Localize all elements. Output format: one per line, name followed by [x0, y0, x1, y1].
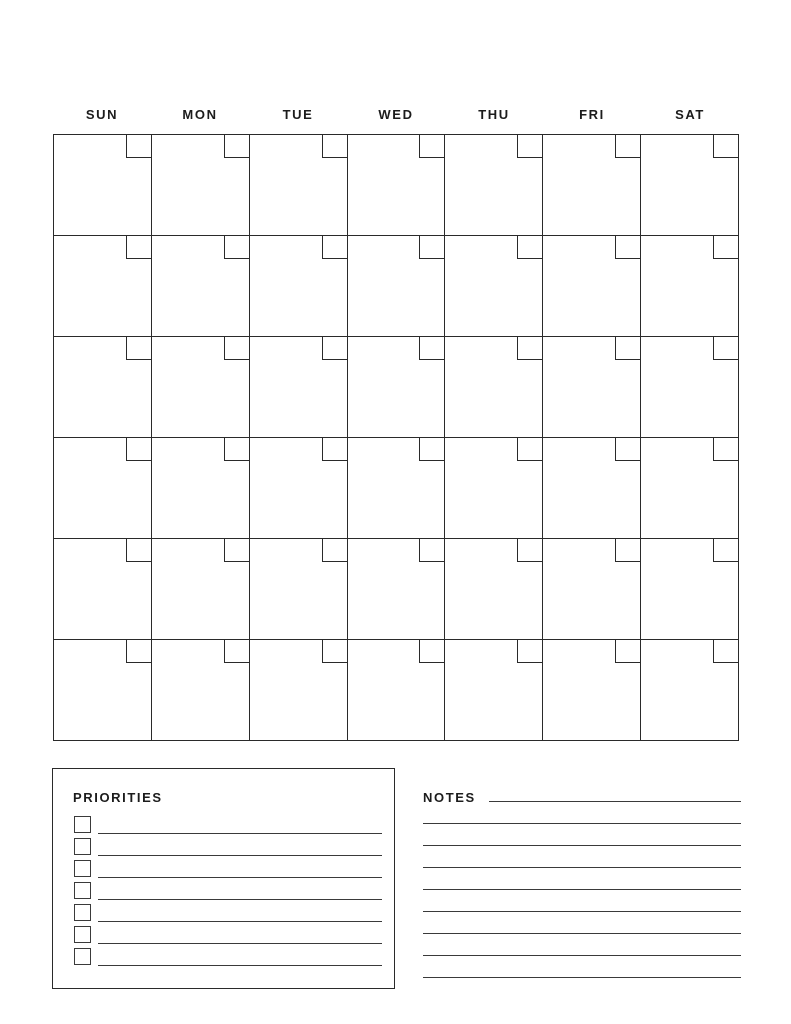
day-cell[interactable]	[641, 438, 739, 539]
day-cell[interactable]	[641, 135, 739, 236]
date-number-box[interactable]	[224, 640, 249, 663]
day-cell[interactable]	[54, 438, 152, 539]
day-cell[interactable]	[54, 236, 152, 337]
notes-write-line[interactable]	[423, 955, 741, 956]
date-number-box[interactable]	[517, 135, 542, 158]
date-number-box[interactable]	[126, 135, 151, 158]
day-cell[interactable]	[250, 135, 348, 236]
priority-write-line[interactable]	[98, 877, 382, 878]
date-number-box[interactable]	[615, 135, 640, 158]
priority-checkbox[interactable]	[74, 838, 91, 855]
date-number-box[interactable]	[419, 640, 444, 663]
date-number-box[interactable]	[517, 539, 542, 562]
weekday-label-tue: TUE	[282, 107, 314, 122]
notes-write-line[interactable]	[423, 911, 741, 912]
priority-item	[74, 882, 364, 900]
date-number-box[interactable]	[615, 337, 640, 360]
date-number-box[interactable]	[126, 236, 151, 259]
date-number-box[interactable]	[322, 640, 347, 663]
date-number-box[interactable]	[615, 640, 640, 663]
calendar-grid	[53, 134, 739, 741]
priority-checkbox[interactable]	[74, 882, 91, 899]
day-cell[interactable]	[54, 539, 152, 640]
date-number-box[interactable]	[615, 438, 640, 461]
day-cell[interactable]	[348, 438, 446, 539]
date-number-box[interactable]	[126, 539, 151, 562]
day-cell[interactable]	[250, 438, 348, 539]
day-cell[interactable]	[152, 135, 250, 236]
priority-item	[74, 948, 364, 966]
day-cell[interactable]	[543, 135, 641, 236]
date-number-box[interactable]	[615, 539, 640, 562]
date-number-box[interactable]	[517, 337, 542, 360]
day-cell[interactable]	[348, 337, 446, 438]
day-cell[interactable]	[445, 135, 543, 236]
date-number-box[interactable]	[224, 135, 249, 158]
weekday-label-fri: FRI	[579, 107, 605, 122]
date-number-box[interactable]	[224, 236, 249, 259]
date-number-box[interactable]	[713, 640, 738, 663]
notes-write-line[interactable]	[423, 867, 741, 868]
date-number-box[interactable]	[419, 337, 444, 360]
day-cell[interactable]	[543, 640, 641, 741]
notes-title-line[interactable]	[489, 801, 741, 802]
date-number-box[interactable]	[322, 337, 347, 360]
date-number-box[interactable]	[322, 236, 347, 259]
priority-item	[74, 904, 364, 922]
priorities-panel	[52, 768, 395, 989]
date-number-box[interactable]	[322, 135, 347, 158]
day-cell[interactable]	[348, 135, 446, 236]
day-cell[interactable]	[152, 438, 250, 539]
weekday-label-mon: MON	[182, 107, 218, 122]
day-cell[interactable]	[543, 438, 641, 539]
day-cell[interactable]	[54, 640, 152, 741]
day-cell[interactable]	[641, 539, 739, 640]
priority-checkbox[interactable]	[74, 948, 91, 965]
day-cell[interactable]	[152, 640, 250, 741]
day-cell[interactable]	[348, 236, 446, 337]
day-cell[interactable]	[250, 236, 348, 337]
date-number-box[interactable]	[322, 539, 347, 562]
date-number-box[interactable]	[126, 438, 151, 461]
date-number-box[interactable]	[224, 438, 249, 461]
date-number-box[interactable]	[126, 640, 151, 663]
date-number-box[interactable]	[322, 438, 347, 461]
notes-write-line[interactable]	[423, 933, 741, 934]
date-number-box[interactable]	[713, 438, 738, 461]
notes-write-line[interactable]	[423, 889, 741, 890]
day-cell[interactable]	[152, 337, 250, 438]
day-cell[interactable]	[250, 640, 348, 741]
date-number-box[interactable]	[224, 337, 249, 360]
day-cell[interactable]	[348, 640, 446, 741]
priority-write-line[interactable]	[98, 899, 382, 900]
day-cell[interactable]	[543, 337, 641, 438]
day-cell[interactable]	[348, 539, 446, 640]
day-cell[interactable]	[250, 539, 348, 640]
date-number-box[interactable]	[713, 539, 738, 562]
notes-title: NOTES	[423, 790, 476, 805]
priority-write-line[interactable]	[98, 833, 382, 834]
priority-item	[74, 860, 364, 878]
priority-write-line[interactable]	[98, 965, 382, 966]
day-cell[interactable]	[445, 640, 543, 741]
weekday-label-sat: SAT	[675, 107, 705, 122]
weekday-header	[53, 104, 739, 126]
priority-item	[74, 816, 364, 834]
date-number-box[interactable]	[419, 539, 444, 562]
date-number-box[interactable]	[126, 337, 151, 360]
date-number-box[interactable]	[517, 640, 542, 663]
date-number-box[interactable]	[713, 236, 738, 259]
date-number-box[interactable]	[517, 438, 542, 461]
date-number-box[interactable]	[224, 539, 249, 562]
day-cell[interactable]	[543, 236, 641, 337]
priority-write-line[interactable]	[98, 921, 382, 922]
day-cell[interactable]	[641, 236, 739, 337]
date-number-box[interactable]	[419, 438, 444, 461]
date-number-box[interactable]	[713, 135, 738, 158]
day-cell[interactable]	[54, 337, 152, 438]
weekday-label-sun: SUN	[85, 107, 119, 122]
day-cell[interactable]	[445, 337, 543, 438]
day-cell[interactable]	[445, 438, 543, 539]
day-cell[interactable]	[641, 640, 739, 741]
priority-item	[74, 838, 364, 856]
weekday-label-wed: WED	[378, 107, 414, 122]
weekday-label-thu: THU	[478, 107, 510, 122]
day-cell[interactable]	[445, 539, 543, 640]
priority-write-line[interactable]	[98, 855, 382, 856]
date-number-box[interactable]	[713, 337, 738, 360]
date-number-box[interactable]	[615, 236, 640, 259]
notes-write-line[interactable]	[423, 823, 741, 824]
day-cell[interactable]	[445, 236, 543, 337]
notes-write-line[interactable]	[423, 845, 741, 846]
day-cell[interactable]	[152, 236, 250, 337]
priority-checkbox[interactable]	[74, 904, 91, 921]
priorities-title: PRIORITIES	[73, 790, 163, 805]
date-number-box[interactable]	[419, 236, 444, 259]
day-cell[interactable]	[641, 337, 739, 438]
priority-write-line[interactable]	[98, 943, 382, 944]
priority-checkbox[interactable]	[74, 860, 91, 877]
notes-write-line[interactable]	[423, 977, 741, 978]
day-cell[interactable]	[543, 539, 641, 640]
day-cell[interactable]	[250, 337, 348, 438]
date-number-box[interactable]	[419, 135, 444, 158]
priority-item	[74, 926, 364, 944]
priority-checkbox[interactable]	[74, 926, 91, 943]
priority-checkbox[interactable]	[74, 816, 91, 833]
day-cell[interactable]	[54, 135, 152, 236]
date-number-box[interactable]	[517, 236, 542, 259]
day-cell[interactable]	[152, 539, 250, 640]
